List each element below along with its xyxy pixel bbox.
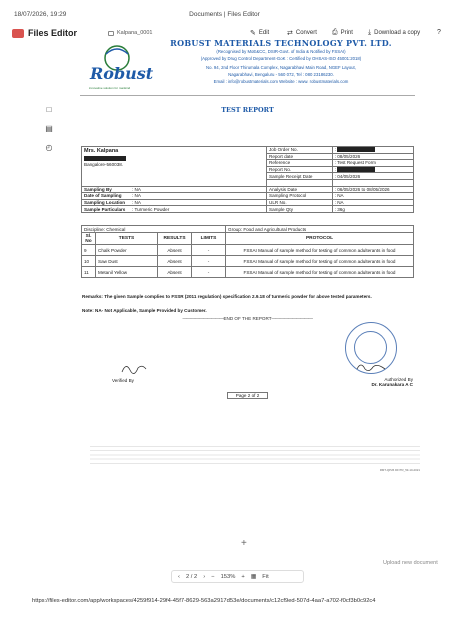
sample-particulars: : Turmeric Powder <box>132 206 170 212</box>
lab-contact: Email : info@robustmaterials.com Website : www. robustmaterials.com <box>213 79 349 84</box>
help-icon: ? <box>437 29 441 36</box>
history-icon[interactable]: ◴ <box>45 142 53 152</box>
prev-page-icon[interactable]: ‹ <box>178 573 180 580</box>
sampling-by: : NA <box>132 186 141 192</box>
convert-button[interactable]: ⇄ Convert <box>287 30 317 37</box>
logo-tagline: innovative solution for mankind <box>89 86 131 90</box>
label-date-of-sampling: Date of Sampling <box>84 193 122 199</box>
help-button[interactable] <box>437 29 441 36</box>
label-analysis-date: Analysis Date <box>267 186 333 193</box>
header-protocol: PROTOCOL <box>226 233 414 245</box>
print-button[interactable]: ⎙ Print <box>332 29 353 36</box>
page-indicator: 2 / 2 <box>185 573 198 580</box>
print-date: 18/07/2026, 19:29 <box>14 11 67 18</box>
reference: : Test Request Form <box>332 160 413 167</box>
lab-name: ROBUST MATERIALS TECHNOLOGY PVT. LTD. <box>170 38 392 48</box>
label-ulr: ULR No. <box>267 199 333 206</box>
current-page[interactable]: 2 <box>185 573 190 580</box>
logo-text: Robust <box>90 64 154 83</box>
upload-new-document[interactable]: Upload new document <box>383 560 438 566</box>
next-page-icon[interactable]: › <box>203 573 206 580</box>
label-sampling-location: Sampling Location <box>84 200 126 206</box>
header-sl-no: Sl. No <box>82 233 96 245</box>
group: Group: Food and Agricultural Products <box>226 226 414 233</box>
label-receipt-date: Sample Receipt Date <box>267 173 333 180</box>
file-name[interactable]: Kalpana_0001 <box>108 30 152 36</box>
label-sampling-by: Sampling By <box>84 186 112 192</box>
page-number: Page 2 of 2 <box>227 392 269 399</box>
table-row <box>82 256 414 267</box>
convert-icon: ⇄ <box>287 30 293 37</box>
header-tests: TESTS <box>96 233 158 245</box>
print-title: Documents | Files Editor <box>189 11 260 18</box>
customer-address: Bangalore-560038. <box>84 162 124 168</box>
files-editor-logo-icon <box>12 29 24 38</box>
table-row <box>82 245 414 256</box>
edit-button[interactable]: ✎ Edit <box>250 30 270 37</box>
lab-logo <box>84 40 154 92</box>
zoom-level: 153% <box>220 573 236 580</box>
label-job-order: Job Order No. <box>267 147 333 154</box>
page-footer <box>80 393 415 398</box>
row-test: Chalk Powder <box>96 245 158 256</box>
authorizer-signature <box>355 361 389 375</box>
cloud-icon <box>108 31 114 36</box>
authorized-name: Dr. Karunakara A C <box>371 382 413 387</box>
label-sample-particulars: Sample Particulars <box>84 206 126 212</box>
redacted-field <box>337 167 375 172</box>
form-code: RMT-QP26 DF/TR_53-10-2021 <box>379 468 420 472</box>
zoom-in-icon[interactable]: + <box>241 573 245 580</box>
label-report-no: Report No. <box>267 166 333 173</box>
redacted-field <box>337 147 375 152</box>
row-no: 11 <box>82 267 96 278</box>
row-test: Saw Dust <box>96 256 158 267</box>
header-limits: LIMITS <box>192 233 226 245</box>
print-icon: ⎙ <box>332 29 338 36</box>
sample-qty: : 36g <box>332 206 413 213</box>
comment-icon[interactable]: ▤ <box>45 123 53 133</box>
label-sampling-protocol: Sampling Protocol <box>267 193 333 200</box>
fine-print-lines <box>90 444 420 466</box>
edit-icon: ✎ <box>250 30 256 37</box>
report-title: TEST REPORT <box>221 106 274 114</box>
viewer-controls <box>171 570 304 583</box>
label-reference: Reference <box>267 160 333 167</box>
authorized-by-block <box>313 377 413 387</box>
row-limit: - <box>192 267 226 278</box>
redacted-field <box>84 156 126 161</box>
document-page <box>80 38 420 472</box>
row-protocol: FSSAI Manual of sample method for testing of common adulterants in food <box>226 256 414 267</box>
fit-button[interactable]: Fit <box>262 573 269 580</box>
row-protocol: FSSAI Manual of sample method for testing of common adulterants in food <box>226 267 414 278</box>
sampling-protocol: : NA <box>332 193 413 200</box>
row-no: 10 <box>82 256 96 267</box>
row-no: 9 <box>82 245 96 256</box>
tests-table <box>81 225 414 278</box>
remarks: Remarks: The given Sample complies to FSSR (2011 regulation) specification 2.9.18 of turmeric powder for above tested parameters. <box>82 294 372 299</box>
lab-recognition: (Recognised by MoE&CC, DSIR-Govt. of India & Notified by FSSAI) <box>216 49 346 54</box>
row-result: Absent <box>158 256 192 267</box>
zoom-out-icon[interactable]: − <box>211 573 215 580</box>
app-brand[interactable] <box>12 28 77 38</box>
date-of-sampling: : NA <box>132 193 141 199</box>
lab-address-1: No. 94, 2nd Floor Thirumala Complex, Nagarabhavi Main Road, NGEF Layout, <box>206 65 356 70</box>
seal-inner <box>354 331 387 364</box>
row-protocol: FSSAI Manual of sample method for testing of common adulterants in food <box>226 245 414 256</box>
lab-approval: (Approved by Drug Control Department-GoK : Certified by OHSAS-ISO 45001:2018) <box>200 56 362 61</box>
bookmark-icon[interactable]: □ <box>46 104 52 114</box>
customer-name: Mrs. Kalpana <box>84 148 119 154</box>
discipline: Discipline: Chemical <box>82 226 226 233</box>
end-of-report-text: END OF THE REPORT <box>223 316 272 321</box>
print-url: https://files-editor.com/app/workspaces/4259f914-29f4-45f7-8629-563a2917d53e/documents/c12cf9ed-507d-4aa7-a702-f0cf3b0c92c4 <box>32 598 376 604</box>
total-pages: 2 <box>194 573 198 580</box>
table-row <box>82 267 414 278</box>
lab-header <box>80 38 415 96</box>
receipt-date: : 04/05/2026 <box>332 173 413 180</box>
report-info-table: Mrs. Kalpana Bangalore-560038. Job Order No. : Report date : 08/05/2026 Reference : Test Request Form Report No. : Sample Receipt Date : 04/05/2026 Sampling By : NA Analysis Date : 06/05/2026 to 08/05/2026 Date of Sampling : NA Sampling Protocol : NA Sampling Location : NA ULR No. : NA Sample Particulars : Turmeric Powder Sample Qty : 36g <box>81 146 414 213</box>
fit-icon: ▦ <box>250 573 257 580</box>
download-button[interactable]: ⤓ Download a copy <box>368 29 421 36</box>
ulr-no: : NA <box>332 199 413 206</box>
label-report-date: Report date <box>267 153 333 160</box>
lab-address-2: Nagarabhavi, Bengaluru - 560 072, Tel : 080 23186230. <box>228 72 334 77</box>
verifier-signature <box>120 360 150 376</box>
row-limit: - <box>192 256 226 267</box>
download-icon: ⤓ <box>368 29 372 36</box>
app-name: Files Editor <box>28 28 78 38</box>
note: Note: NA- Not Applicable, Sample Provided by Customer. <box>82 308 207 313</box>
header-results: RESULTS <box>158 233 192 245</box>
end-of-report: ——————————END OF THE REPORT—————————— <box>182 316 313 321</box>
row-result: Absent <box>158 267 192 278</box>
analysis-date: : 06/05/2026 to 08/05/2026 <box>332 186 413 193</box>
report-date: : 08/05/2026 <box>332 153 413 160</box>
sampling-location: : NA <box>132 200 141 206</box>
row-limit: - <box>192 245 226 256</box>
footer-fine-print <box>90 444 420 472</box>
row-test: Metanil Yellow <box>96 267 158 278</box>
add-icon[interactable]: + <box>241 538 247 549</box>
verified-by: Verified By <box>112 378 134 383</box>
label-sample-qty: Sample Qty <box>267 206 333 213</box>
authorized-by: Authorized By <box>384 377 413 382</box>
row-result: Absent <box>158 245 192 256</box>
